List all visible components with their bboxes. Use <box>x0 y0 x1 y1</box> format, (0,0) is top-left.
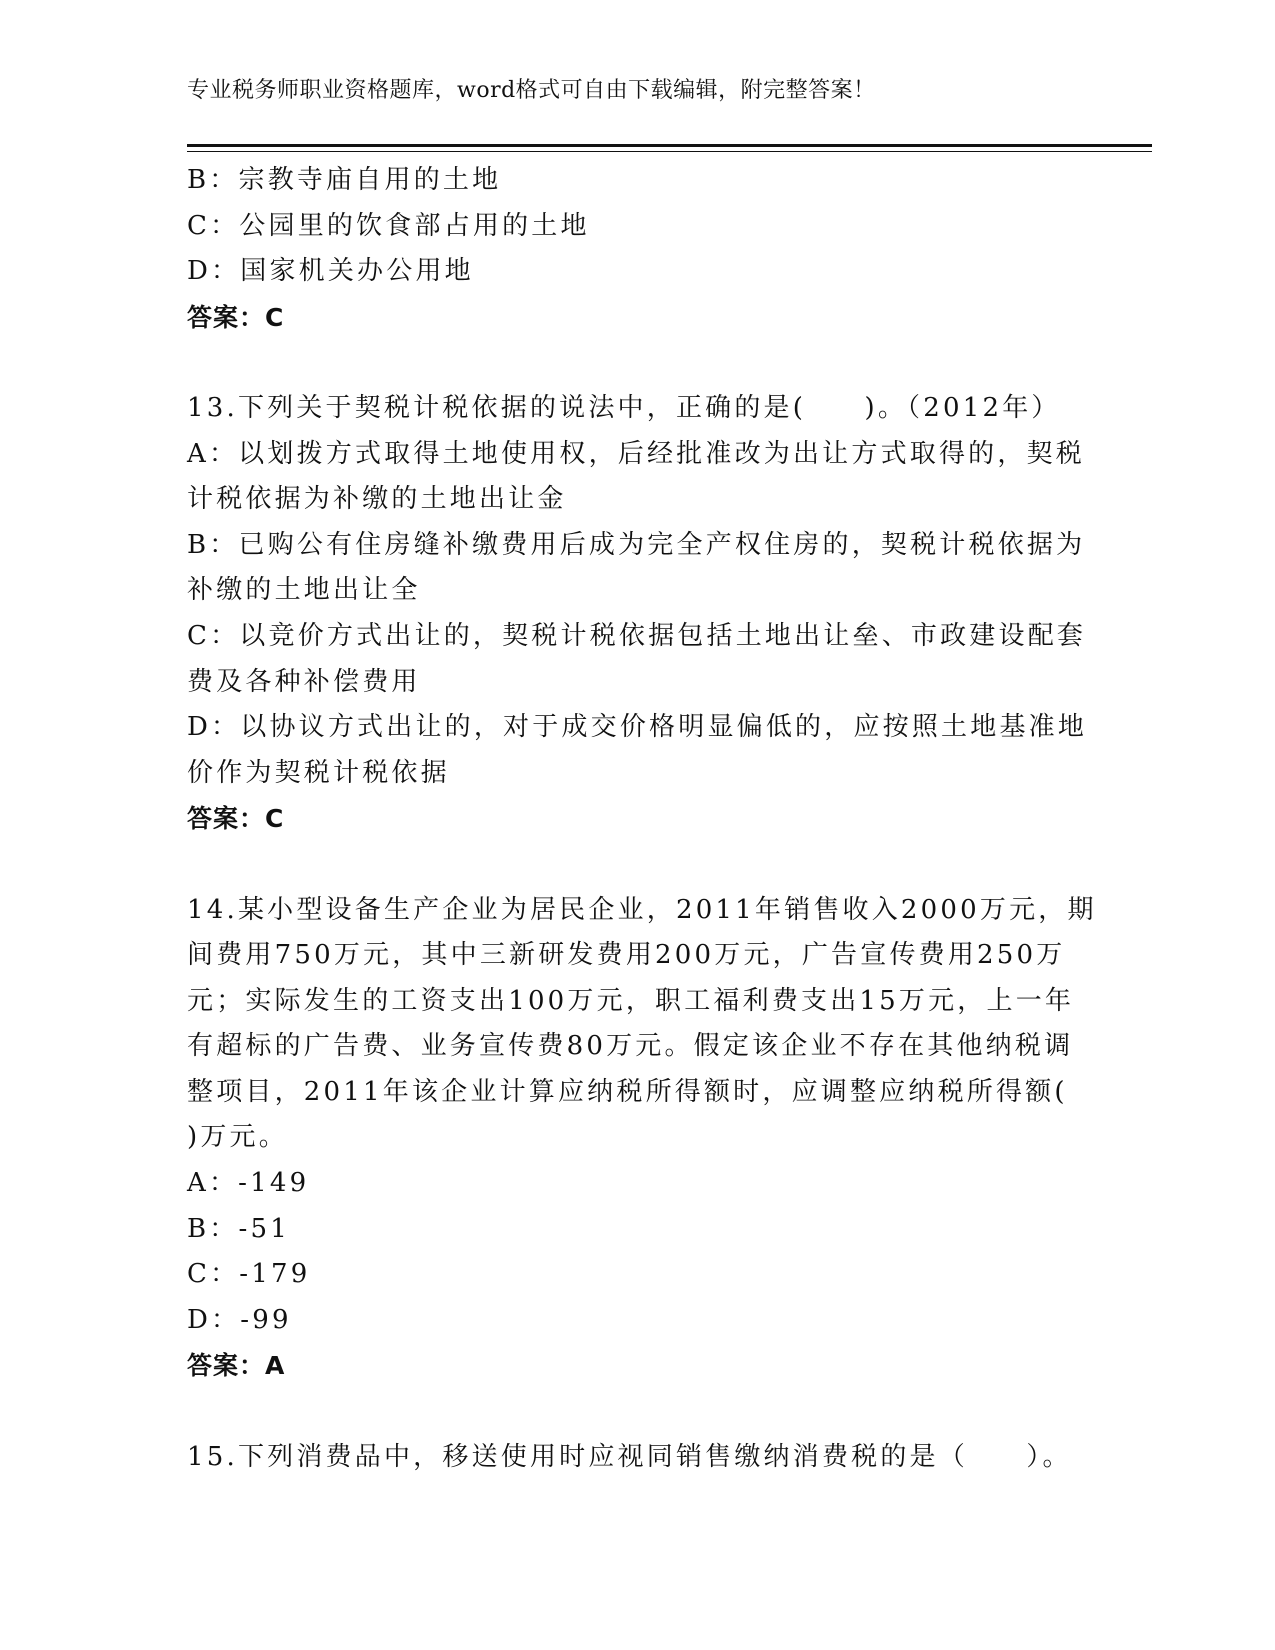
question-stem-line-4: 有超标的广告费、业务宣传费80万元。假定该企业不存在其他纳税调 <box>187 1031 1074 1062</box>
option-d: D：-99 <box>187 1304 292 1335</box>
option-d: D：国家机关办公用地 <box>187 256 474 287</box>
question-stem-line-3: 元；实际发生的工资支出100万元，职工福利费支出15万元，上一年 <box>187 985 1075 1016</box>
question-15 <box>187 1435 1072 1481</box>
question-stem-line-6: )万元。 <box>187 1122 288 1153</box>
question-content <box>187 158 1097 1480</box>
spacer <box>187 1389 1067 1435</box>
option-b-line-1: B：已购公有住房缝补缴费用后成为完全产权住房的，契税计税依据为 <box>187 529 1086 560</box>
answer: 答案：A <box>187 1351 286 1381</box>
page-header: 专业税务师职业资格题库，word格式可自由下载编辑，附完整答案！ <box>187 78 876 103</box>
answer: 答案：C <box>187 302 285 332</box>
option-b-line-2: 补缴的土地出让全 <box>187 575 421 606</box>
spacer <box>187 340 1067 386</box>
option-c-line-1: C：以竞价方式出让的，契税计税依据包括土地出让垒、市政建设配套 <box>187 620 1087 651</box>
question-stem: 15.下列消费品中，移送使用时应视同销售缴纳消费税的是（ ）。 <box>187 1441 1072 1472</box>
question-13 <box>187 386 1088 842</box>
question-stem: 13.下列关于契税计税依据的说法中，正确的是( )。（2012年） <box>187 392 1061 423</box>
header-rule-thick <box>187 144 1152 147</box>
option-b: B：宗教寺庙自用的土地 <box>187 165 502 195</box>
option-a: A：-149 <box>187 1168 310 1199</box>
option-c: C：-179 <box>187 1259 311 1290</box>
question-14 <box>187 888 1097 1390</box>
question-stem-line-1: 14.某小型设备生产企业为居民企业，2011年销售收入2000万元，期 <box>187 894 1097 925</box>
answer: 答案：C <box>187 804 285 834</box>
option-a-line-1: A：以划拨方式取得土地使用权，后经批准改为出让方式取得的，契税 <box>187 438 1085 469</box>
option-b: B：-51 <box>187 1213 290 1244</box>
option-d-line-2: 价作为契税计税依据 <box>187 757 450 788</box>
option-a-line-2: 计税依据为补缴的土地出让金 <box>187 484 567 515</box>
question-stem-line-5: 整项目，2011年该企业计算应纳税所得额时，应调整应纳税所得额( <box>187 1076 1068 1107</box>
option-c: C：公园里的饮食部占用的土地 <box>187 210 590 241</box>
question-stem-line-2: 间费用750万元，其中三新研发费用200万元，广告宣传费用250万 <box>187 940 1066 971</box>
spacer <box>187 842 1067 888</box>
header-rule-thin <box>187 151 1152 152</box>
option-c-line-2: 费及各种补偿费用 <box>187 666 421 697</box>
option-d-line-1: D：以协议方式出让的，对于成交价格明显偏低的，应按照土地基准地 <box>187 712 1088 743</box>
question-12-tail <box>187 158 1067 340</box>
